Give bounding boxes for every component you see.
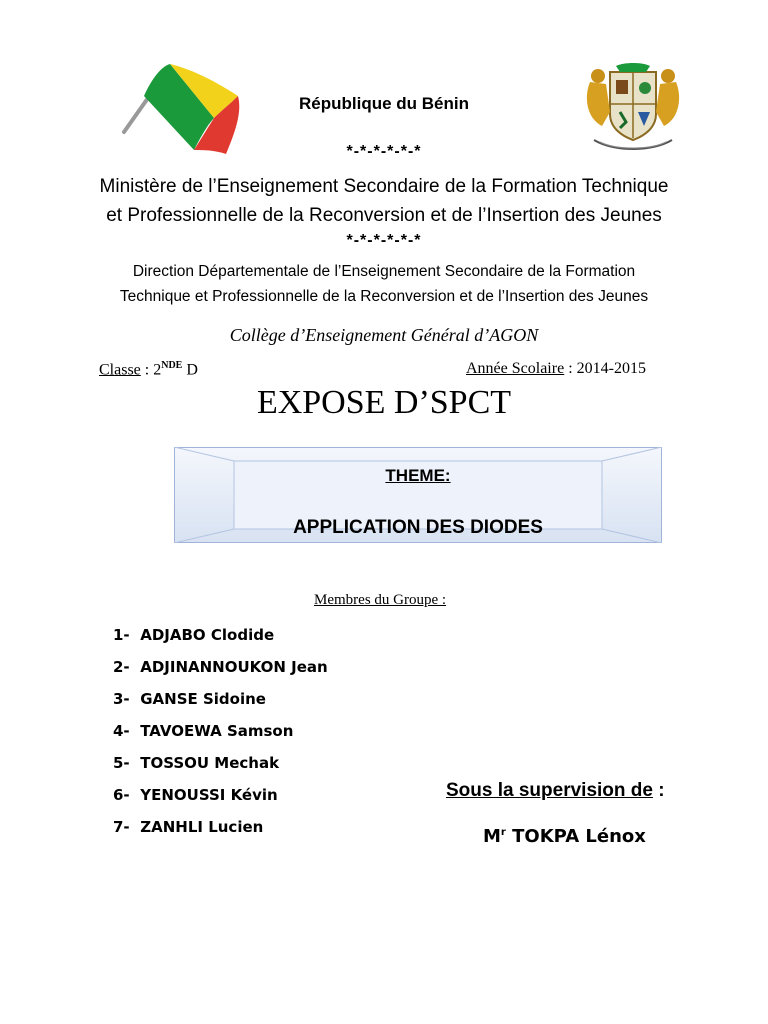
direction-line-2: Technique et Professionnelle de la Reconversion et de l’Insertion des Jeunes xyxy=(119,288,649,305)
member-number: 4- xyxy=(113,722,130,740)
members-list xyxy=(113,626,328,850)
theme-label: THEME: xyxy=(385,466,451,485)
class-info xyxy=(99,360,198,379)
member-name: ADJINANNOUKON Jean xyxy=(140,658,328,676)
list-item xyxy=(113,754,328,786)
school-year-info xyxy=(466,360,646,378)
member-name: TOSSOU Mechak xyxy=(140,754,280,772)
republic-heading: République du Bénin xyxy=(299,94,469,113)
member-number: 7- xyxy=(113,818,130,836)
class-colon: : 2 xyxy=(140,361,162,379)
supervision-colon: : xyxy=(652,780,665,801)
separator-stars: *-*-*-*-*-* xyxy=(346,143,422,160)
year-value: : 2014-2015 xyxy=(564,360,646,377)
member-number: 5- xyxy=(113,754,130,772)
year-label: Année Scolaire xyxy=(466,360,565,377)
college-name: Collège d’Enseignement Général d’AGON xyxy=(229,325,539,345)
member-name: TAVOEWA Samson xyxy=(140,722,294,740)
class-superscript: NDE xyxy=(161,360,183,371)
supervision-heading xyxy=(446,780,665,802)
supervisor-title-sup: r xyxy=(500,827,506,838)
member-number: 2- xyxy=(113,658,130,676)
member-name: ADJABO Clodide xyxy=(140,626,275,644)
direction-line-1: Direction Départementale de l’Enseignement Secondaire de la Formation xyxy=(132,263,636,280)
ministry-line-2: et Professionnelle de la Reconversion et de l’Insertion des Jeunes xyxy=(106,205,662,226)
supervisor-name xyxy=(483,826,646,847)
document-title: EXPOSE D’SPCT xyxy=(256,384,512,421)
class-label: Classe xyxy=(99,361,141,379)
separator-stars-2: *-*-*-*-*-* xyxy=(346,232,422,249)
members-heading: Membres du Groupe : xyxy=(314,592,447,608)
supervisor-fullname: TOKPA Lénox xyxy=(505,826,646,847)
list-item xyxy=(113,626,328,658)
member-name: GANSE Sidoine xyxy=(140,690,266,708)
member-number: 6- xyxy=(113,786,130,804)
ministry-line-1: Ministère de l’Enseignement Secondaire de la Formation Technique xyxy=(99,176,669,197)
member-name: ZANHLI Lucien xyxy=(140,818,264,836)
member-number: 3- xyxy=(113,690,130,708)
list-item xyxy=(113,722,328,754)
list-item xyxy=(113,818,328,850)
member-number: 1- xyxy=(113,626,130,644)
theme-title: APPLICATION DES DIODES xyxy=(293,517,543,538)
supervision-label: Sous la supervision de xyxy=(446,780,653,801)
list-item xyxy=(113,690,328,722)
list-item xyxy=(113,658,328,690)
class-suffix: D xyxy=(182,361,198,379)
member-name: YENOUSSI Kévin xyxy=(140,786,278,804)
list-item xyxy=(113,786,328,818)
supervisor-title: M xyxy=(483,826,501,847)
